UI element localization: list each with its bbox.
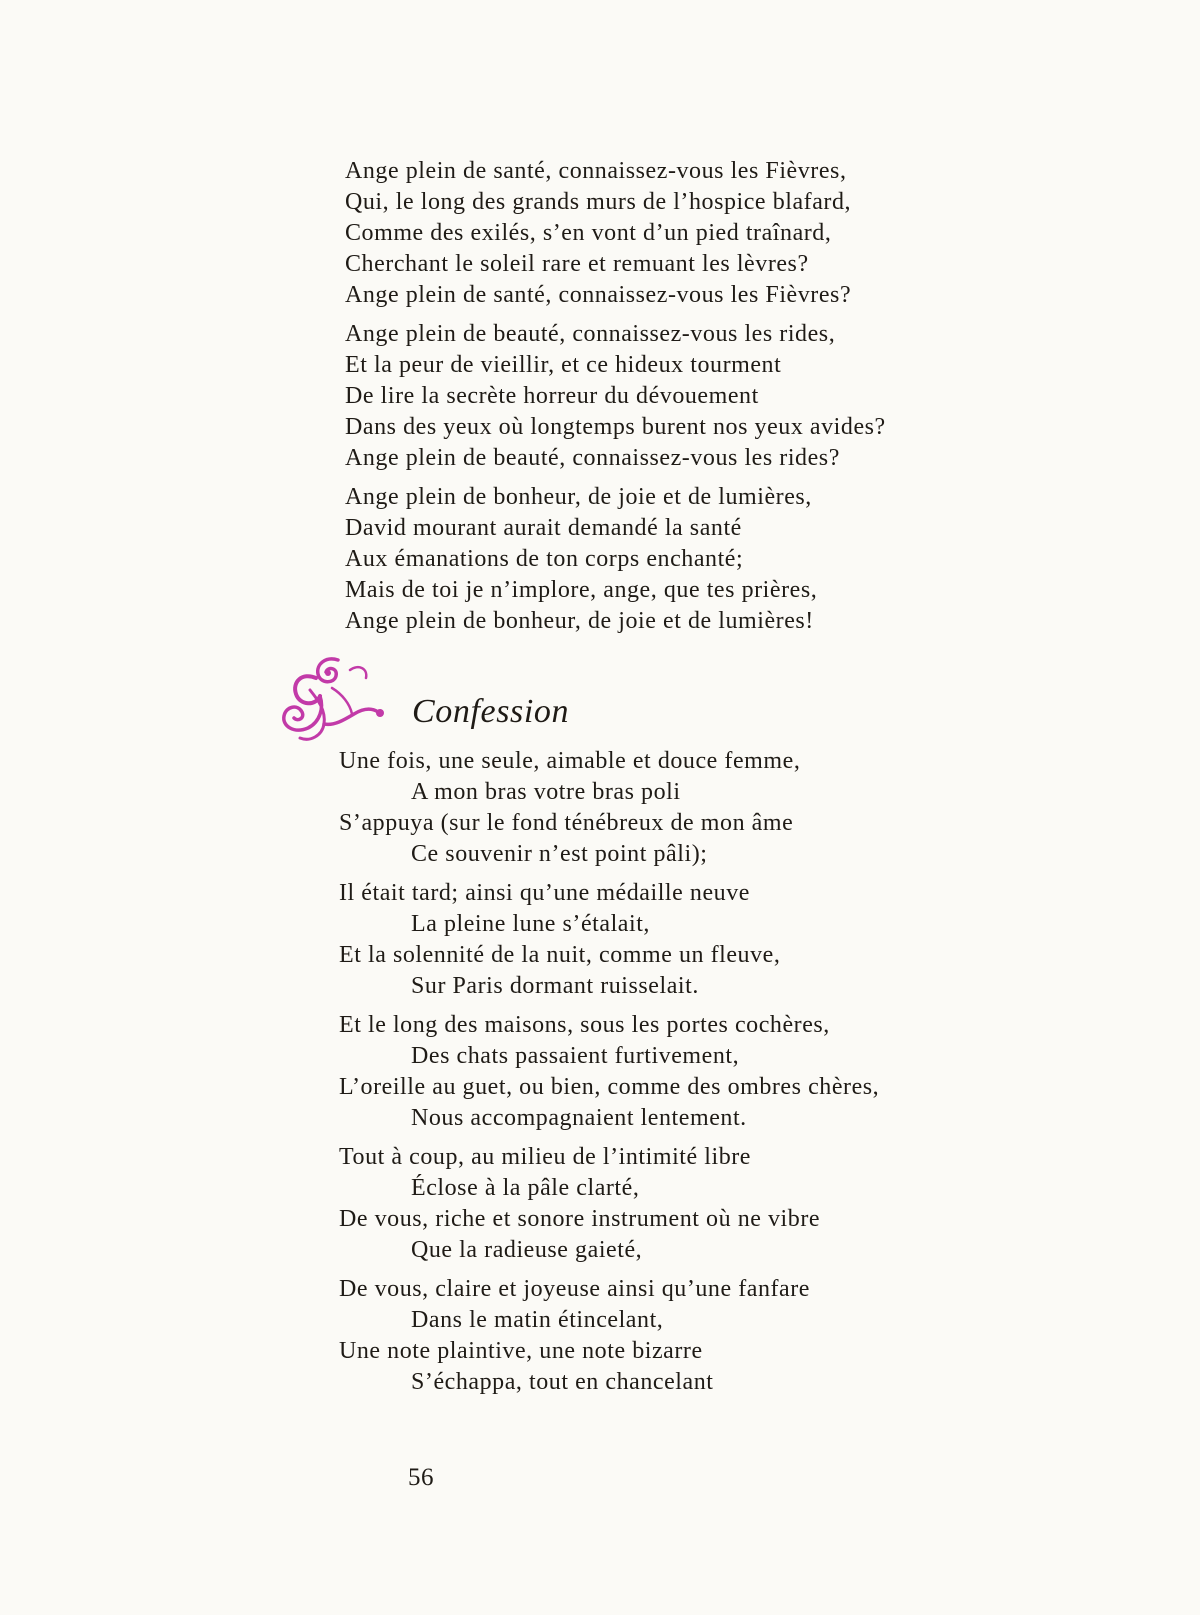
verse-line: Et la solennité de la nuit, comme un fleuve, xyxy=(339,942,781,968)
verse-line: Et le long des maisons, sous les portes cochères, xyxy=(339,1012,830,1038)
verse-line: Ange plein de bonheur, de joie et de lumières, xyxy=(345,484,812,510)
verse-line: De lire la secrète horreur du dévouement xyxy=(345,383,759,409)
verse-line: Ange plein de beauté, connaissez-vous les rides? xyxy=(345,445,840,471)
verse-line: Aux émanations de ton corps enchanté; xyxy=(345,546,744,572)
verse-line: S’appuya (sur le fond ténébreux de mon âme xyxy=(339,810,794,836)
stanza xyxy=(339,1010,1099,1134)
verse-line: Qui, le long des grands murs de l’hospice blafard, xyxy=(345,189,852,215)
verse-line-indented: La pleine lune s’étalait, xyxy=(411,911,650,937)
verse-line-indented: Des chats passaient furtivement, xyxy=(411,1043,740,1069)
verse-line-indented: Sur Paris dormant ruisselait. xyxy=(411,973,699,999)
verse-line: Ange plein de beauté, connaissez-vous les rides, xyxy=(345,321,836,347)
verse-line-indented: Éclose à la pâle clarté, xyxy=(411,1175,640,1201)
stanza xyxy=(339,746,1099,870)
verse-line: Une fois, une seule, aimable et douce femme, xyxy=(339,748,801,774)
stanza xyxy=(339,1142,1099,1266)
verse-line: Il était tard; ainsi qu’une médaille neuve xyxy=(339,880,750,906)
verse-line: Cherchant le soleil rare et remuant les lèvres? xyxy=(345,251,809,277)
stanza xyxy=(345,482,1105,637)
verse-line-indented: Nous accompagnaient lentement. xyxy=(411,1105,747,1131)
verse-line: Ange plein de santé, connaissez-vous les Fièvres? xyxy=(345,282,852,308)
verse-line: Mais de toi je n’implore, ange, que tes prières, xyxy=(345,577,818,603)
verse-line: L’oreille au guet, ou bien, comme des ombres chères, xyxy=(339,1074,880,1100)
verse-line-indented: Ce souvenir n’est point pâli); xyxy=(411,841,708,867)
stanza xyxy=(339,878,1099,1002)
poem-two xyxy=(339,746,1099,1406)
verse-line: Une note plaintive, une note bizarre xyxy=(339,1338,703,1364)
verse-line: De vous, riche et sonore instrument où ne vibre xyxy=(339,1206,821,1232)
stanza xyxy=(345,319,1105,474)
verse-line: Ange plein de santé, connaissez-vous les Fièvres, xyxy=(345,158,847,184)
verse-line-indented: Dans le matin étincelant, xyxy=(411,1307,664,1333)
page-number: 56 xyxy=(408,1464,434,1491)
stanza xyxy=(339,1274,1099,1398)
verse-line: De vous, claire et joyeuse ainsi qu’une fanfare xyxy=(339,1276,810,1302)
stanza xyxy=(345,156,1105,311)
verse-line: Comme des exilés, s’en vont d’un pied traînard, xyxy=(345,220,832,246)
verse-line: Ange plein de bonheur, de joie et de lumières! xyxy=(345,608,814,634)
poem-one xyxy=(345,156,1105,645)
verse-line: Et la peur de vieillir, et ce hideux tourment xyxy=(345,352,782,378)
verse-line: David mourant aurait demandé la santé xyxy=(345,515,742,541)
verse-line-indented: A mon bras votre bras poli xyxy=(411,779,681,805)
verse-line-indented: S’échappa, tout en chancelant xyxy=(411,1369,714,1395)
verse-line: Tout à coup, au milieu de l’intimité libre xyxy=(339,1144,751,1170)
verse-line-indented: Que la radieuse gaieté, xyxy=(411,1237,643,1263)
poem-title: Confession xyxy=(412,693,570,730)
verse-line: Dans des yeux où longtemps burent nos yeux avides? xyxy=(345,414,886,440)
